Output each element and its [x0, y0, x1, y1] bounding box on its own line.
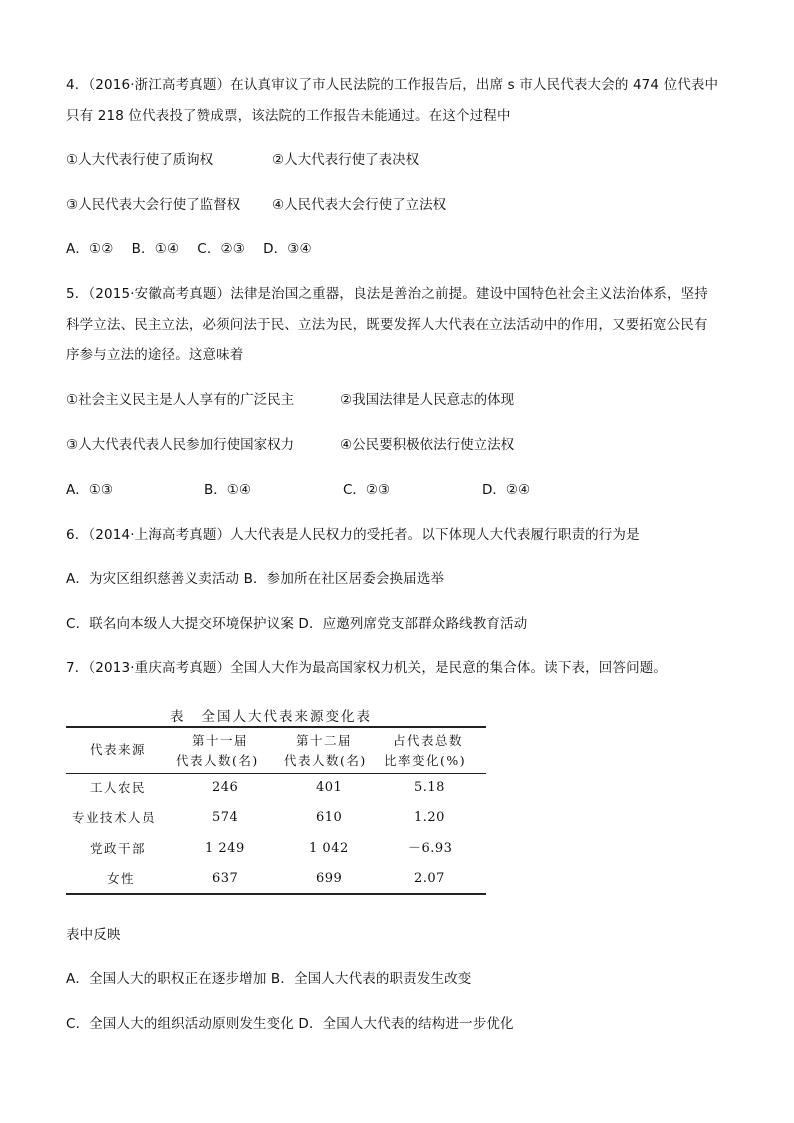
table-row-2-11th: 574	[212, 810, 239, 825]
q4-item-3: ③人民代表大会行使了监督权	[66, 197, 241, 213]
table-row-4-11th: 637	[212, 871, 239, 886]
table-row-2-change: 1.20	[414, 810, 445, 825]
table-row-3-change: －6.93	[408, 841, 453, 856]
table-caption-label: 表	[170, 709, 186, 725]
q7-stem: 7．（2013·重庆高考真题）全国人大作为最高国家权力机关，是民意的集合体。读下表，回答问题。	[66, 660, 668, 676]
table-header-change-top: 占代表总数	[393, 733, 464, 748]
table-header-12th-bottom: 代表人数(名)	[284, 753, 367, 768]
table-caption-text: 全国人大代表来源变化表	[201, 709, 372, 725]
q4-item-1: ①人大代表行使了质询权	[66, 152, 214, 168]
table-caption	[170, 705, 372, 725]
q4-stem-line2: 只有 218 位代表投了赞成票，该法院的工作报告未能通过。在这个过程中	[66, 108, 511, 124]
table-header-rule	[66, 773, 486, 774]
q5-stem-line2: 科学立法、民主立法，必须问法于民、立法为民，既要发挥人大代表在立法活动中的作用，又要拓宽公民有	[66, 317, 708, 333]
table-header-11th-top: 第十一届	[192, 733, 249, 748]
table-row-4-12th: 699	[316, 871, 343, 886]
table-row-3-12th: 1 042	[309, 841, 349, 856]
q5-option-b: B．①④	[204, 482, 251, 498]
q5-item-1: ①社会主义民主是人人享有的广泛民主	[66, 392, 295, 408]
q6-options-cd: C．联名向本级人大提交环境保护议案 D．应邀列席党支部群众路线教育活动	[66, 616, 528, 632]
q5-item-2: ②我国法律是人民意志的体现	[340, 392, 515, 408]
q4-stem-line1: 4．（2016·浙江高考真题）在认真审议了市人民法院的工作报告后，出席 s 市人民代表大会的 474 位代表中	[66, 77, 719, 93]
table-row-3-source: 党政干部	[90, 841, 147, 856]
table-row-1-11th: 246	[212, 780, 239, 795]
table-row-4-change: 2.07	[414, 871, 445, 886]
table-header-11th-bottom: 代表人数(名)	[176, 753, 259, 768]
q5-option-c: C．②③	[343, 482, 391, 498]
table-row-1-change: 5.18	[414, 780, 445, 795]
q5-stem-line1: 5．（2015·安徽高考真题）法律是治国之重器，良法是善治之前提。建设中国特色社会主义法治体系，坚持	[66, 286, 708, 302]
q4-item-4: ④人民代表大会行使了立法权	[272, 197, 447, 213]
q5-option-d: D．②④	[482, 482, 531, 498]
table-row-1-12th: 401	[316, 780, 343, 795]
table-bottom-rule	[66, 893, 486, 895]
table-row-3-11th: 1 249	[205, 841, 245, 856]
table-top-rule	[66, 726, 486, 728]
q6-stem: 6．（2014·上海高考真题）人大代表是人民权力的受托者。以下体现人大代表履行职责的行为是	[66, 527, 640, 543]
q7-options-cd: C．全国人大的组织活动原则发生变化 D．全国人大代表的结构进一步优化	[66, 1016, 514, 1032]
q5-item-4: ④公民要积极依法行使立法权	[340, 437, 515, 453]
q4-options: A．①② B．①④ C．②③ D．③④	[66, 241, 312, 257]
table-header-source: 代表来源	[90, 742, 147, 757]
table-row-2-source: 专业技术人员	[72, 810, 157, 825]
table-header-12th-top: 第十二届	[296, 733, 353, 748]
table-row-4-source: 女性	[107, 871, 136, 886]
q7-options-ab: A．全国人大的职权正在逐步增加 B．全国人大代表的职责发生改变	[66, 971, 472, 987]
table-header-change-bottom: 比率变化(%)	[384, 753, 467, 768]
table-row-1-source: 工人农民	[90, 780, 147, 795]
q7-question: 表中反映	[66, 927, 121, 943]
q5-option-a: A．①③	[66, 482, 113, 498]
table-row-2-12th: 610	[316, 810, 343, 825]
q5-stem-line3: 序参与立法的途径。这意味着	[66, 347, 244, 363]
q5-item-3: ③人大代表代表人民参加行使国家权力	[66, 437, 295, 453]
q4-item-2: ②人大代表行使了表决权	[272, 152, 420, 168]
q6-options-ab: A．为灾区组织慈善义卖活动 B．参加所在社区居委会换届选举	[66, 571, 445, 587]
